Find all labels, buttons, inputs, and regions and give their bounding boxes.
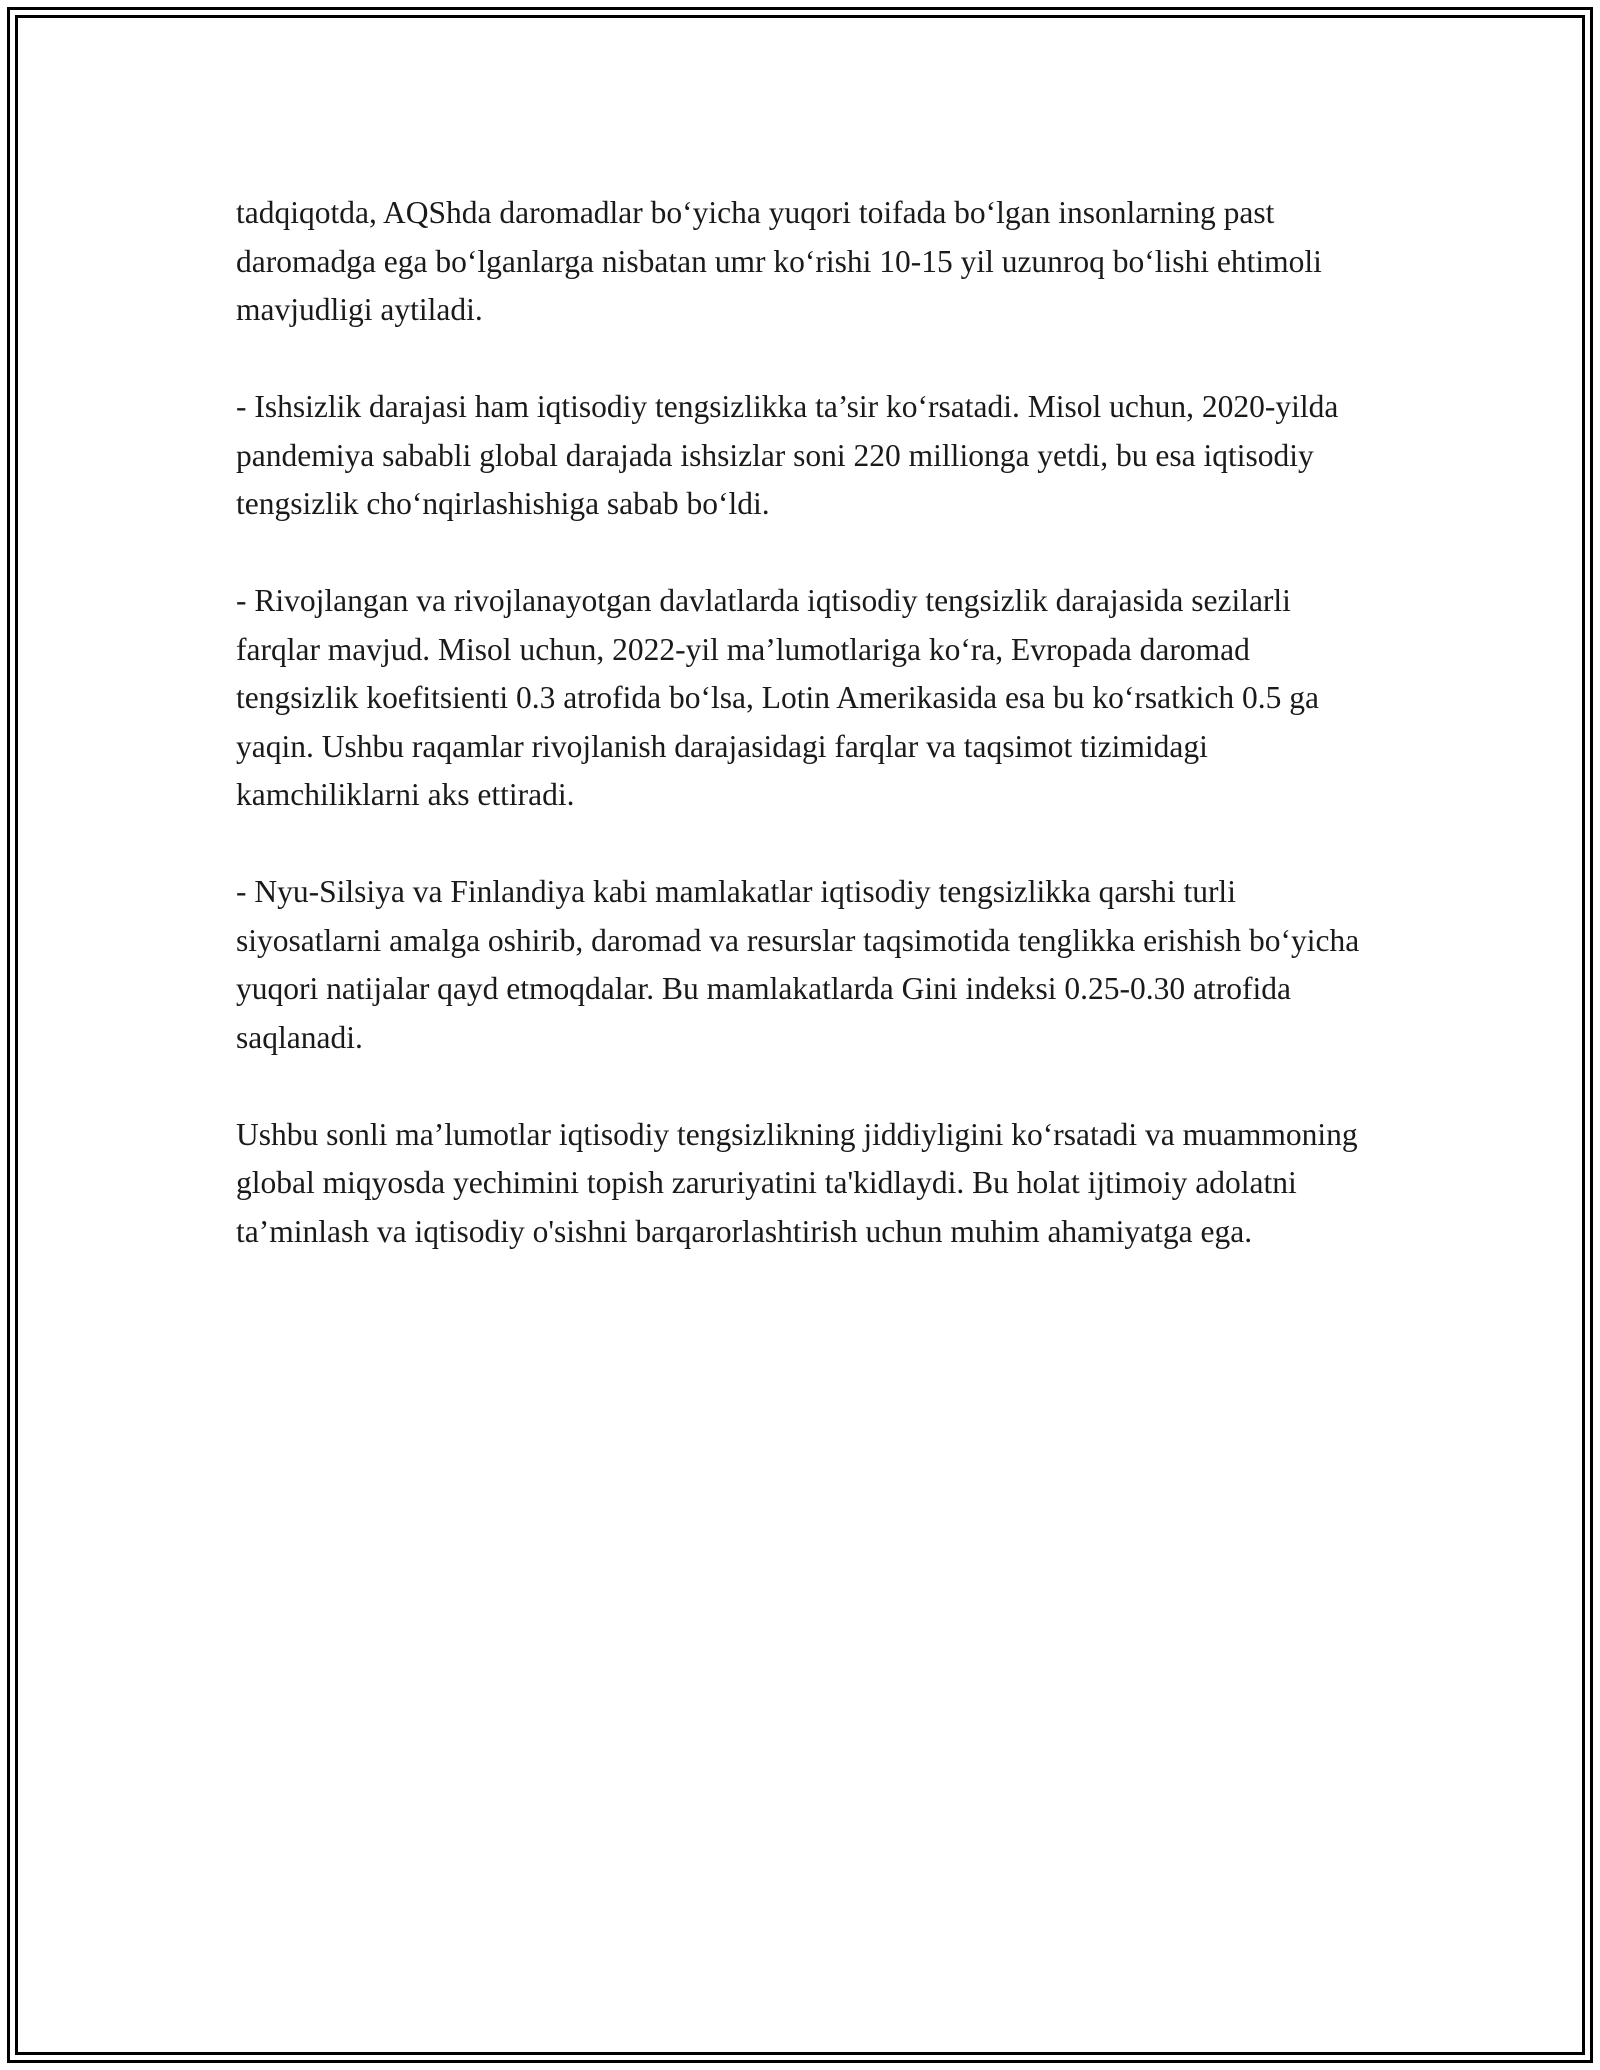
paragraph-new-zealand-finland: - Nyu-Silsiya va Finlandiya kabi mamlakatlar iqtisodiy tengsizlikka qarshi turli siyosatlarni amalga oshirib, daromad va resurslar taqsimotida tenglikka erishish bo‘yicha yuqori natijalar qayd etmoqdalar. Bu mamlakatlarda Gini indeksi 0.25-0.30 atrofida saqlanadi. — [236, 874, 1360, 1055]
paragraph-developed-vs-developing: - Rivojlangan va rivojlanayotgan davlatlarda iqtisodiy tengsizlik darajasida sezilarli farqlar mavjud. Misol uchun, 2022-yil ma’lumotlariga ko‘ra, Evropada daromad tengsizlik koefitsienti 0.3 atrofida bo‘lsa, Lotin Amerikasida esa bu ko‘rsatkich 0.5 ga yaqin. Ushbu raqamlar rivojlanish darajasidagi farqlar va taqsimot tizimidagi kamchiliklarni aks ettiradi. — [236, 583, 1319, 812]
paragraph-life-expectancy: tadqiqotda, AQShda daromadlar bo‘yicha yuqori toifada bo‘lgan insonlarning past daromadga ega bo‘lganlarga nisbatan umr ko‘rishi 10-15 yil uzunroq bo‘lishi ehtimoli mavjudligi aytiladi. — [236, 195, 1322, 327]
paragraph-conclusion: Ushbu sonli ma’lumotlar iqtisodiy tengsizlikning jiddiyligini ko‘rsatadi va muammoning global miqyosda yechimini topish zaruriyatini ta'kidlaydi. Bu holat ijtimoiy adolatni ta’minlash va iqtisodiy o'sishni barqarorlashtirish uchun muhim ahamiyatga ega. — [236, 1116, 1358, 1249]
paragraph-unemployment: - Ishsizlik darajasi ham iqtisodiy tengsizlikka ta’sir ko‘rsatadi. Misol uchun, 2020-yilda pandemiya sababli global darajada ishsizlar soni 220 millionga yetdi, bu esa iqtisodiy tengsizlik cho‘nqirlashishiga sabab bo‘ldi. — [236, 389, 1339, 521]
document-body — [236, 189, 1366, 1305]
